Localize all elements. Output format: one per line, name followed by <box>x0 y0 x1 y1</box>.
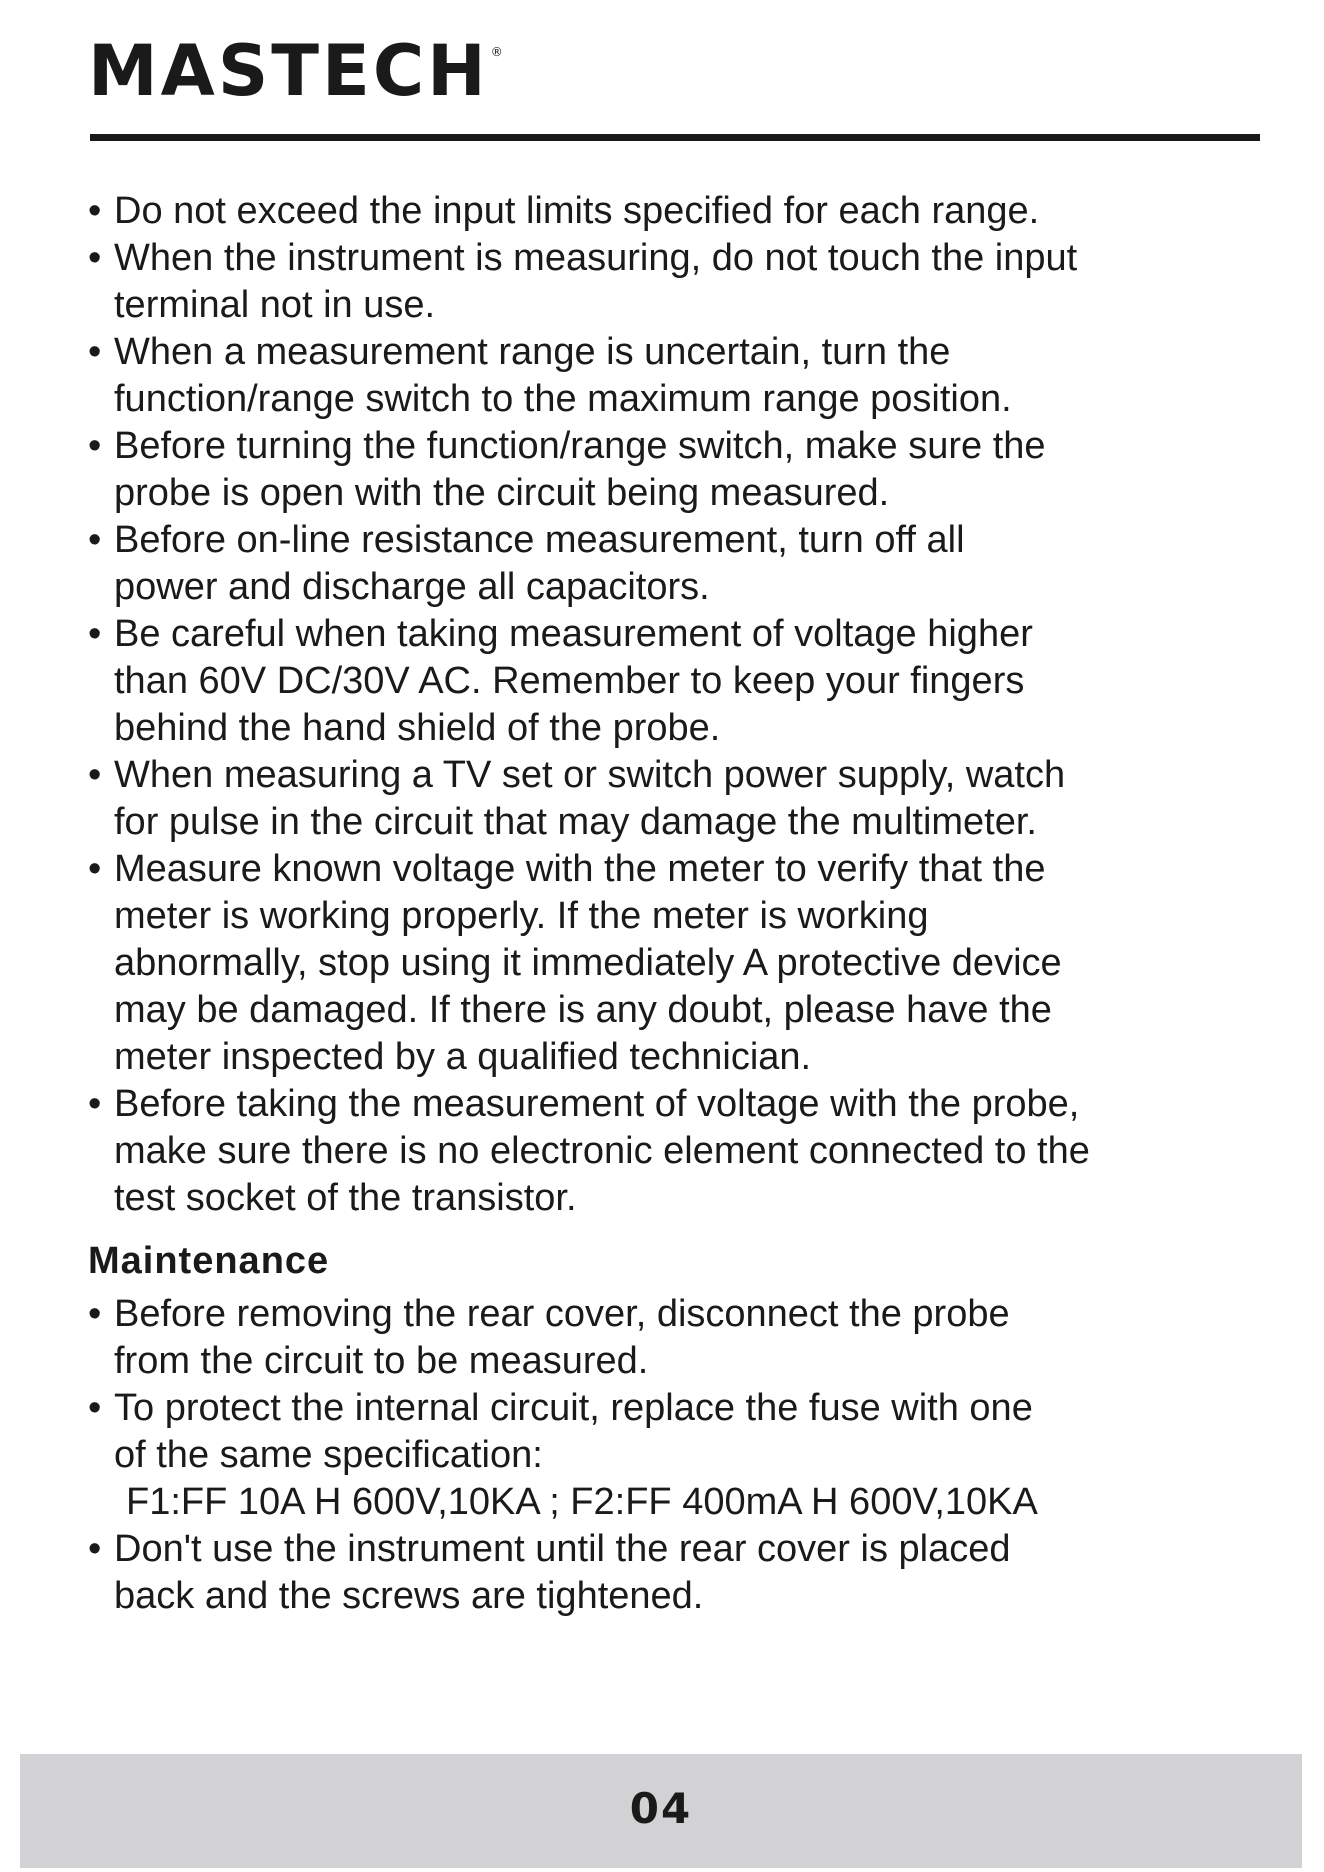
maintenance-list <box>88 1291 1288 1620</box>
list-item <box>88 517 1288 611</box>
bullet-icon: • <box>88 190 102 232</box>
list-item-line: To protect the internal circuit, replace the fuse with one <box>114 1387 1033 1429</box>
list-item-line: Before turning the function/range switch, make sure the <box>114 425 1046 467</box>
bullet-icon: • <box>88 1387 102 1429</box>
list-item-line: for pulse in the circuit that may damage the multimeter. <box>114 801 1037 843</box>
list-item <box>88 752 1288 846</box>
list-item <box>88 846 1288 1081</box>
brand-logo <box>88 30 506 112</box>
list-item <box>88 235 1288 329</box>
bullet-icon: • <box>88 519 102 561</box>
list-item <box>88 1385 1288 1526</box>
list-item <box>88 1291 1288 1385</box>
list-item <box>88 611 1288 752</box>
list-item-line: test socket of the transistor. <box>114 1177 577 1219</box>
bullet-icon: • <box>88 1528 102 1570</box>
page-number: 04 <box>629 1784 693 1833</box>
bullet-icon: • <box>88 1083 102 1125</box>
page-content <box>88 188 1288 1620</box>
list-item-line: meter inspected by a qualified technician. <box>114 1036 812 1078</box>
list-item-line: behind the hand shield of the probe. <box>114 707 721 749</box>
bullet-icon: • <box>88 613 102 655</box>
list-item-line: function/range switch to the maximum range position. <box>114 378 1012 420</box>
list-item-line: terminal not in use. <box>114 284 436 326</box>
list-item-line: than 60V DC/30V AC. Remember to keep your fingers <box>114 660 1025 702</box>
list-item-line: abnormally, stop using it immediately A protective device <box>114 942 1062 984</box>
list-item-line: Do not exceed the input limits specified for each range. <box>114 190 1040 232</box>
header-rule <box>90 134 1260 141</box>
list-item-line: meter is working properly. If the meter is working <box>114 895 929 937</box>
bullet-icon: • <box>88 1293 102 1335</box>
page-footer <box>20 1754 1302 1868</box>
list-item <box>88 1081 1288 1222</box>
fuse-specification: F1:FF 10A H 600V,10KA ; F2:FF 400mA H 600V,10KA <box>126 1481 1038 1523</box>
list-item-line: may be damaged. If there is any doubt, please have the <box>114 989 1052 1031</box>
list-item-line: When the instrument is measuring, do not touch the input <box>114 237 1078 279</box>
list-item-line: probe is open with the circuit being measured. <box>114 472 890 514</box>
bullet-icon: • <box>88 754 102 796</box>
list-item-line: When measuring a TV set or switch power supply, watch <box>114 754 1066 796</box>
bullet-icon: • <box>88 331 102 373</box>
list-item-line: Measure known voltage with the meter to verify that the <box>114 848 1046 890</box>
list-item <box>88 329 1288 423</box>
list-item-line: Don't use the instrument until the rear cover is placed <box>114 1528 1011 1570</box>
bullet-icon: • <box>88 237 102 279</box>
list-item-line: from the circuit to be measured. <box>114 1340 649 1382</box>
list-item <box>88 423 1288 517</box>
list-item-line: Before removing the rear cover, disconnect the probe <box>114 1293 1010 1335</box>
list-item-line: make sure there is no electronic element connected to the <box>114 1130 1090 1172</box>
list-item-line: Before on-line resistance measurement, turn off all <box>114 519 965 561</box>
safety-list <box>88 188 1288 1222</box>
list-item <box>88 1526 1288 1620</box>
list-item-line: When a measurement range is uncertain, turn the <box>114 331 951 373</box>
bullet-icon: • <box>88 425 102 467</box>
list-item-line: of the same specification: <box>114 1434 543 1476</box>
maintenance-heading: Maintenance <box>88 1240 330 1282</box>
list-item-line: back and the screws are tightened. <box>114 1575 704 1617</box>
list-item <box>88 188 1288 235</box>
list-item-line: Be careful when taking measurement of voltage higher <box>114 613 1033 655</box>
list-item-line: Before taking the measurement of voltage with the probe, <box>114 1083 1080 1125</box>
bullet-icon: • <box>88 848 102 890</box>
list-item-line: power and discharge all capacitors. <box>114 566 710 608</box>
registered-mark: ® <box>490 45 506 59</box>
brand-name: MASTECH <box>88 30 489 112</box>
